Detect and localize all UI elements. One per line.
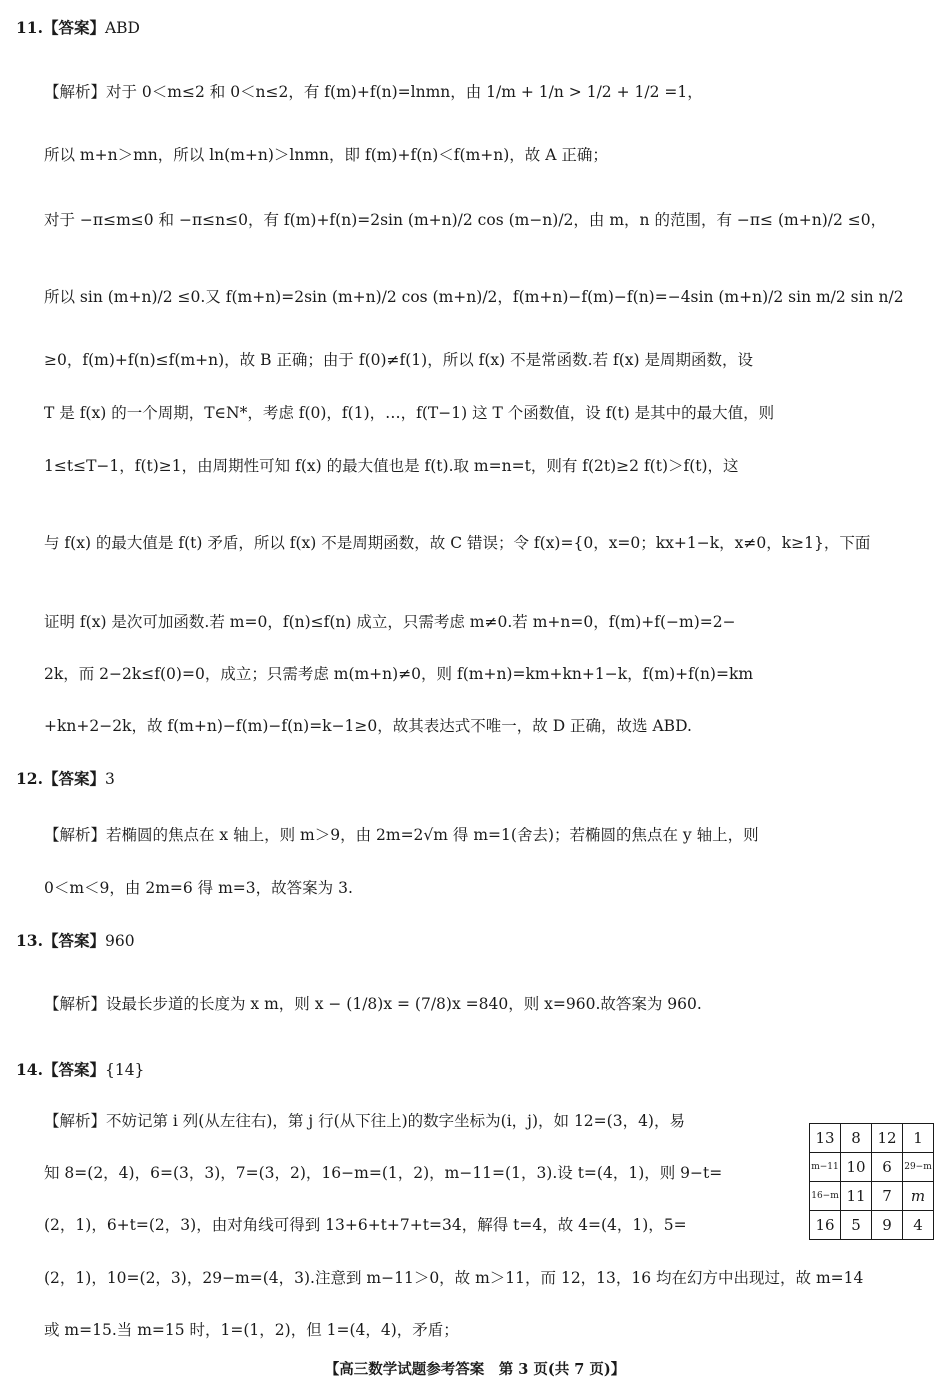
q11-line-8: 与 f(x) 的最大值是 f(t) 矛盾，所以 f(x) 不是周期函数，故 C 错误；令 f(x)={0，x=0；kx+1−k，x≠0，k≥1}，下面 <box>44 534 871 552</box>
q11-answer: 11.【答案】ABD <box>16 18 140 37</box>
q14-line-2: 知 8=(2，4)，6=(3，3)，7=(3，2)，16−m=(1，2)，m−11=(1，3).设 t=(4，1)，则 9−t= <box>44 1164 723 1182</box>
magic-cell: 8 <box>841 1124 872 1153</box>
q11-line-6: T 是 f(x) 的一个周期，T∈N*，考虑 f(0)，f(1)，…，f(T−1) 这 T 个函数值，设 f(t) 是其中的最大值，则 <box>44 404 775 422</box>
magic-cell: 1 <box>903 1124 934 1153</box>
magic-cell: 5 <box>841 1211 872 1240</box>
q12-line-1: 【解析】若椭圆的焦点在 x 轴上，则 m＞9，由 2m=2√m 得 m=1(舍去)；若椭圆的焦点在 y 轴上，则 <box>44 826 759 844</box>
magic-cell: 12 <box>872 1124 903 1153</box>
q11-line-9: 证明 f(x) 是次可加函数.若 m=0，f(n)≤f(n) 成立，只需考虑 m≠0.若 m+n=0，f(m)+f(−m)=2− <box>44 613 736 631</box>
magic-square <box>809 1123 934 1240</box>
q11-line-11: +kn+2−2k，故 f(m+n)−f(m)−f(n)=k−1≥0，故其表达式不唯一，故 D 正确，故选 ABD. <box>44 717 692 735</box>
q14-line-3: (2，1)，6+t=(2，3)，由对角线可得到 13+6+t+7+t=34，解得 t=4，故 4=(4，1)，5= <box>44 1216 687 1234</box>
magic-cell: m−11 <box>810 1153 841 1182</box>
magic-row <box>810 1211 934 1240</box>
magic-cell: 11 <box>841 1182 872 1211</box>
q11-line-5: ≥0，f(m)+f(n)≤f(m+n)，故 B 正确；由于 f(0)≠f(1)，所以 f(x) 不是常函数.若 f(x) 是周期函数，设 <box>44 351 753 369</box>
magic-cell: 7 <box>872 1182 903 1211</box>
q12-line-2: 0＜m＜9，由 2m=6 得 m=3，故答案为 3. <box>44 879 353 897</box>
magic-cell: 16 <box>810 1211 841 1240</box>
q11-line-4: 所以 sin (m+n)/2 ≤0.又 f(m+n)=2sin (m+n)/2 cos (m+n)/2，f(m+n)−f(m)−f(n)=−4sin (m+n)/2 sin m/2 sin n/2 <box>44 288 904 306</box>
magic-cell: 4 <box>903 1211 934 1240</box>
q14-answer: 14.【答案】{14} <box>16 1060 145 1079</box>
magic-cell: m <box>903 1182 934 1211</box>
magic-cell: 16−m <box>810 1182 841 1211</box>
q11-line-3: 对于 −π≤m≤0 和 −π≤n≤0，有 f(m)+f(n)=2sin (m+n)/2 cos (m−n)/2，由 m，n 的范围，有 −π≤ (m+n)/2 ≤0， <box>44 211 887 229</box>
q12-answer: 12.【答案】3 <box>16 769 115 788</box>
magic-cell: 9 <box>872 1211 903 1240</box>
q11-line-7: 1≤t≤T−1，f(t)≥1，由周期性可知 f(x) 的最大值也是 f(t).取 m=n=t，则有 f(2t)≥2 f(t)＞f(t)，这 <box>44 457 739 475</box>
q11-line-2: 所以 m+n＞mn，所以 ln(m+n)＞lnmn，即 f(m)+f(n)＜f(m+n)，故 A 正确； <box>44 146 608 164</box>
magic-row <box>810 1182 934 1211</box>
q11-line-1: 【解析】对于 0＜m≤2 和 0＜n≤2，有 f(m)+f(n)=lnmn，由 1/m + 1/n > 1/2 + 1/2 =1， <box>44 83 703 101</box>
magic-row <box>810 1153 934 1182</box>
q13-line-1: 【解析】设最长步道的长度为 x m，则 x − (1/8)x = (7/8)x =840，则 x=960.故答案为 960. <box>44 995 702 1013</box>
q14-line-1: 【解析】不妨记第 i 列(从左往右)，第 j 行(从下往上)的数字坐标为(i，j)，如 12=(3，4)，易 <box>44 1112 685 1130</box>
magic-cell: 13 <box>810 1124 841 1153</box>
magic-row <box>810 1124 934 1153</box>
q14-line-4: (2，1)，10=(2，3)，29−m=(4，3).注意到 m−11＞0，故 m＞11，而 12，13，16 均在幻方中出现过，故 m=14 <box>44 1269 864 1287</box>
magic-cell: 29−m <box>903 1153 934 1182</box>
page-footer: 【高三数学试题参考答案 第 3 页(共 7 页)】 <box>324 1361 626 1378</box>
q14-line-5: 或 m=15.当 m=15 时，1=(1，2)，但 1=(4，4)，矛盾； <box>44 1321 459 1339</box>
magic-cell: 6 <box>872 1153 903 1182</box>
q11-line-10: 2k，而 2−2k≤f(0)=0，成立；只需考虑 m(m+n)≠0，则 f(m+n)=km+kn+1−k，f(m)+f(n)=km <box>44 665 754 683</box>
q13-answer: 13.【答案】960 <box>16 931 135 950</box>
magic-cell: 10 <box>841 1153 872 1182</box>
